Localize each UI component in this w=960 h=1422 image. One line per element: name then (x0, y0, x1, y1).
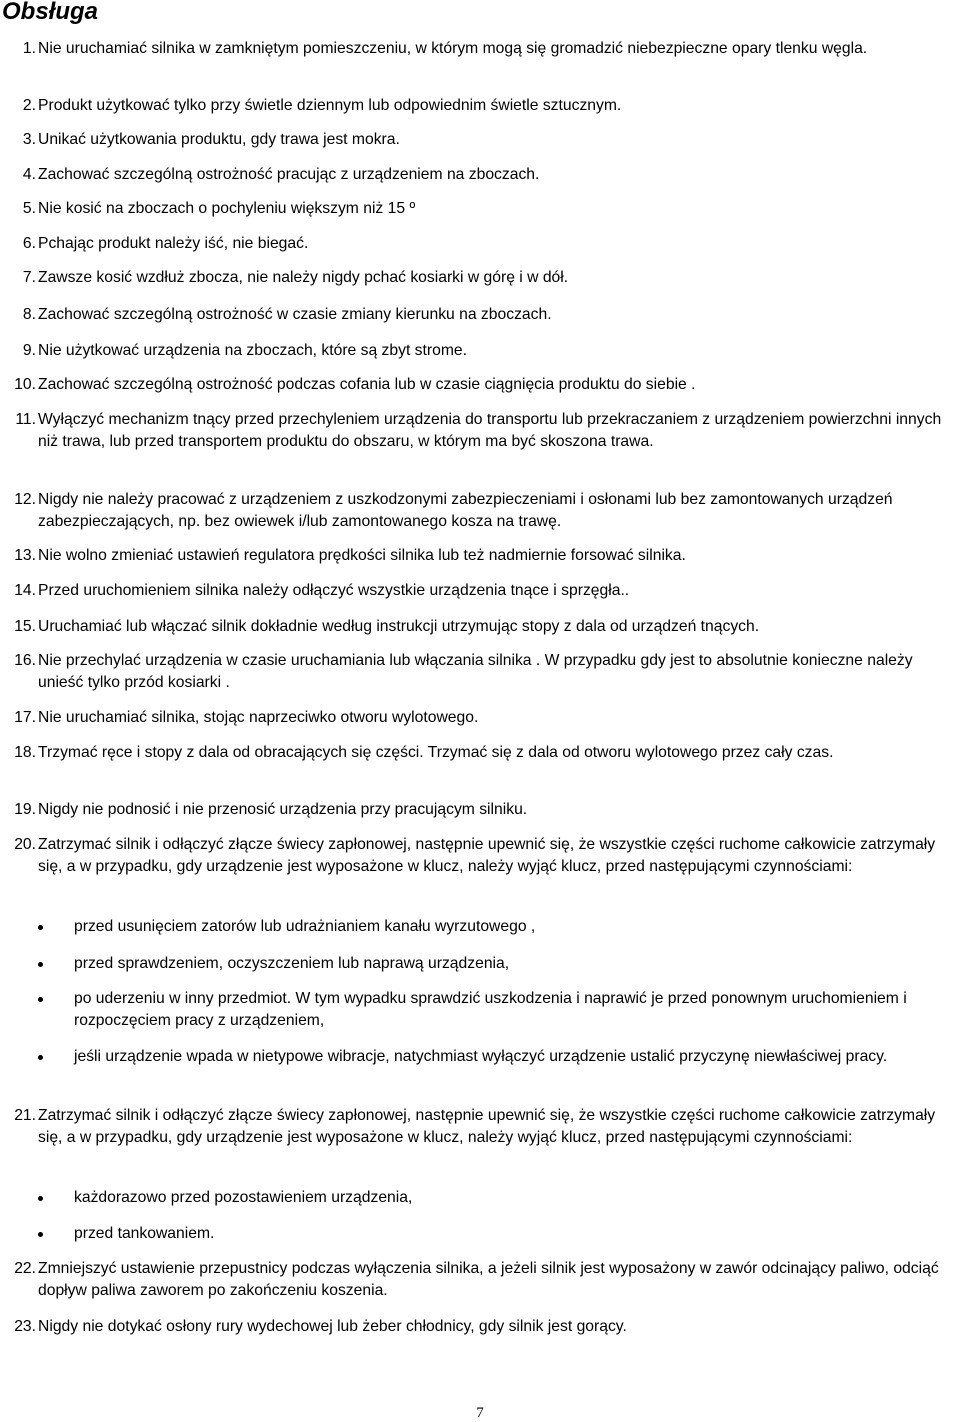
list-item-number: 8. (22, 306, 36, 323)
bullet-text: jeśli urządzenie wpada w nietypowe wibracje, natychmiast wyłączyć urządzenie ustalić przyczynę niewłaściwej pracy. (74, 1048, 888, 1065)
list-item-text: Uruchamiać lub włączać silnik dokładnie według instrukcji utrzymując stopy z dala od urządzeń tnących. (38, 618, 760, 635)
list-item-text: Zawsze kosić wzdłuż zbocza, nie należy nigdy pchać kosiarki w górę i w dół. (38, 269, 569, 286)
bullet-dot (38, 1055, 43, 1060)
list-item-number: 20. (14, 836, 36, 853)
list-item-text: Przed uruchomieniem silnika należy odłączyć wszystkie urządzenia tnące i sprzęgła.. (38, 582, 630, 599)
list-item-number: 12. (14, 491, 36, 508)
list-item-number: 14. (14, 582, 36, 599)
bullet-text: przed sprawdzeniem, oczyszczeniem lub naprawą urządzenia, (74, 955, 510, 972)
list-item-number: 6. (22, 235, 36, 252)
list-item-text: Zachować szczególną ostrożność pracując z urządzeniem na zboczach. (38, 166, 540, 183)
list-item-number: 10. (14, 376, 36, 393)
list-item-text: Trzymać ręce i stopy z dala od obracających się części. Trzymać się z dala od otworu wylotowego przez cały czas. (38, 744, 834, 761)
list-item-text: Nie wolno zmieniać ustawień regulatora prędkości silnika lub też nadmiernie forsować silnika. (38, 547, 686, 564)
list-item-text: Nie uruchamiać silnika, stojąc naprzeciwko otworu wylotowego. (38, 709, 479, 726)
list-item-number: 1. (22, 40, 36, 57)
bullet-dot (38, 925, 43, 930)
bullet-dot (38, 1196, 43, 1201)
list-item-text: Nie przechylać urządzenia w czasie uruchamiania lub włączania silnika . W przypadku gdy jest to absolutnie konieczne należy unieść tylko przód kosiarki . (38, 652, 913, 691)
list-item-number: 3. (22, 131, 36, 148)
list-item-number: 13. (14, 547, 36, 564)
list-item-number: 18. (14, 744, 36, 761)
list-item-number: 19. (14, 801, 36, 818)
list-item-text: Zatrzymać silnik i odłączyć złącze świecy zapłonowej, następnie upewnić się, że wszystkie części ruchome całkowicie zatrzymały się, a w przypadku, gdy urządzenie jest wyposażone w klucz, należy wyjąć klucz, przed następującymi czynnościami: (38, 836, 936, 875)
bullet-dot (38, 1232, 43, 1237)
list-item-number: 22. (14, 1260, 36, 1277)
bullet-text: przed usunięciem zatorów lub udrażnianiem kanału wyrzutowego , (74, 918, 536, 935)
list-item-text: Zachować szczególną ostrożność w czasie zmiany kierunku na zboczach. (38, 306, 552, 323)
list-item-number: 4. (22, 166, 36, 183)
bullet-dot (38, 962, 43, 967)
list-item-text: Nigdy nie należy pracować z urządzeniem z uszkodzonymi zabezpieczeniami i osłonami lub bez zamontowanych urządzeń zabezpieczających, np. bez owiewek i/lub zamontowanego kosza na trawę. (38, 491, 893, 530)
list-item-text: Nigdy nie dotykać osłony rury wydechowej lub żeber chłodnicy, gdy silnik jest gorący. (38, 1318, 627, 1335)
list-item-number: 16. (14, 652, 36, 669)
bullet-text: przed tankowaniem. (74, 1225, 215, 1242)
list-item-text: Nie użytkować urządzenia na zboczach, które są zbyt strome. (38, 342, 467, 359)
list-item-text: Zachować szczególną ostrożność podczas cofania lub w czasie ciągnięcia produktu do siebie . (38, 376, 696, 393)
list-item-text: Unikać użytkowania produktu, gdy trawa jest mokra. (38, 131, 400, 148)
page-number: 7 (476, 1405, 484, 1421)
list-item-text: Nie uruchamiać silnika w zamkniętym pomieszczeniu, w którym mogą się gromadzić niebezpieczne opary tlenku węgla. (38, 40, 868, 57)
list-item-text: Nigdy nie podnosić i nie przenosić urządzenia przy pracującym silniku. (38, 801, 528, 818)
list-item-text: Produkt użytkować tylko przy świetle dziennym lub odpowiednim świetle sztucznym. (38, 97, 622, 114)
list-item-text: Zmniejszyć ustawienie przepustnicy podczas wyłączenia silnika, a jeżeli silnik jest wyposażony w zawór odcinający paliwo, odciąć dopływ paliwa zaworem po zakończeniu koszenia. (38, 1260, 939, 1299)
list-item-number: 23. (14, 1318, 36, 1335)
list-item-number: 15. (14, 618, 36, 635)
list-item-text: Pchając produkt należy iść, nie biegać. (38, 235, 309, 252)
list-item-text: Nie kosić na zboczach o pochyleniu większym niż 15 º (38, 200, 416, 217)
list-item-number: 5. (22, 200, 36, 217)
list-item-text: Zatrzymać silnik i odłączyć złącze świecy zapłonowej, następnie upewnić się, że wszystkie części ruchome całkowicie zatrzymały się, a w przypadku, gdy urządzenie jest wyposażone w klucz, należy wyjąć klucz, przed następującymi czynnościami: (38, 1107, 936, 1146)
list-item-text: Wyłączyć mechanizm tnący przed przechyleniem urządzenia do transportu lub przekraczaniem z urządzeniem powierzchni innych niż trawa, lub przed transportem produktu do obszaru, w którym ma być skoszona trawa. (38, 411, 942, 450)
list-item-number: 9. (22, 342, 36, 359)
bullet-text: po uderzeniu w inny przedmiot. W tym wypadku sprawdzić uszkodzenia i naprawić je przed ponownym uruchomieniem i rozpoczęciem pracy z urządzeniem, (74, 990, 907, 1029)
list-item-number: 17. (14, 709, 36, 726)
list-item-number: 7. (22, 269, 36, 286)
list-item-number: 11. (15, 411, 36, 428)
bullet-text: każdorazowo przed pozostawieniem urządzenia, (74, 1189, 413, 1206)
bullet-dot (38, 997, 43, 1002)
list-item-number: 21. (14, 1107, 36, 1124)
page-title: Obsługa (2, 0, 99, 25)
list-item-number: 2. (22, 97, 36, 114)
